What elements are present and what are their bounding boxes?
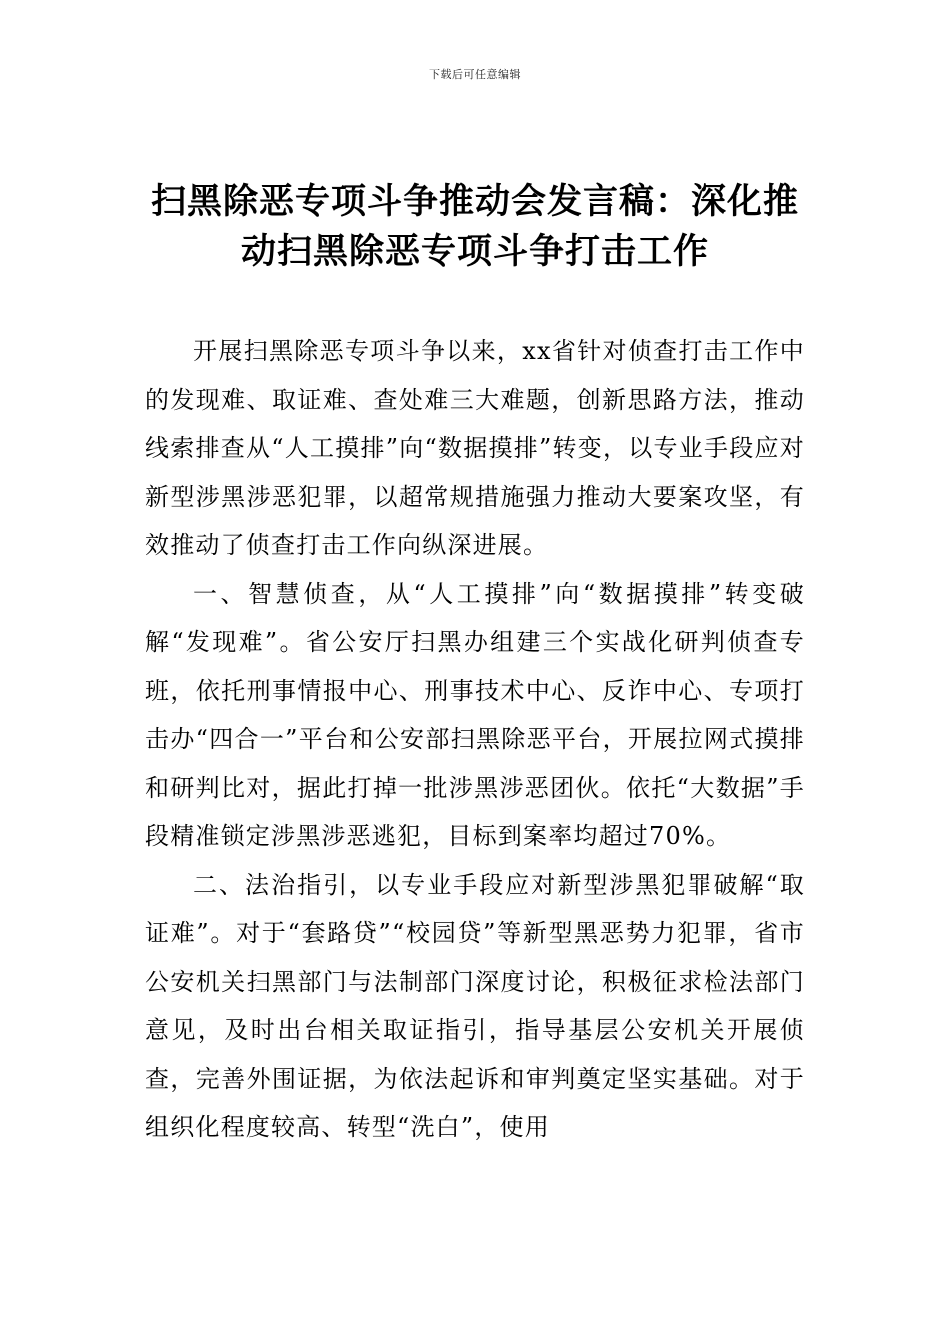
paragraph-intro: 开展扫黑除恶专项斗争以来，xx省针对侦查打击工作中的发现难、取证难、查处难三大难题，创新思路方法，推动线索排查从“人工摸排”向“数据摸排”转变，以专业手段应对新型涉黑涉恶犯罪，以超常规措施强力推动大要案攻坚，有效推动了侦查打击工作向纵深进展。 (145, 337, 805, 559)
document-body (145, 327, 805, 1152)
title-line-1: 扫黑除恶专项斗争推动会发言稿：深化推 (150, 182, 799, 222)
paragraph-section-2: 二、法治指引，以专业手段应对新型涉黑犯罪破解“取证难”。对于“套路贷”“校园贷”等新型黑恶势力犯罪，省市公安机关扫黑部门与法制部门深度讨论，积极征求检法部门意见，及时出台相关取证指引，指导基层公安机关开展侦查，完善外围证据，为依法起诉和审判奠定坚实基础。对于组织化程度较高、转型“洗白”，使用 (145, 870, 805, 1141)
document-title (120, 177, 830, 277)
paragraph-section-1: 一、智慧侦查，从“人工摸排”向“数据摸排”转变破解“发现难”。省公安厅扫黑办组建三个实战化研判侦查专班，依托刑事情报中心、刑事技术中心、反诈中心、专项打击办“四合一”平台和公安部扫黑除恶平台，开展拉网式摸排和研判比对，据此打掉一批涉黑涉恶团伙。依托“大数据”手段精准锁定涉黑涉恶逃犯，目标到案率均超过70%。 (145, 579, 805, 850)
title-line-2: 动扫黑除恶专项斗争打击工作 (240, 232, 709, 272)
header-note: 下载后可任意编辑 (429, 68, 521, 81)
